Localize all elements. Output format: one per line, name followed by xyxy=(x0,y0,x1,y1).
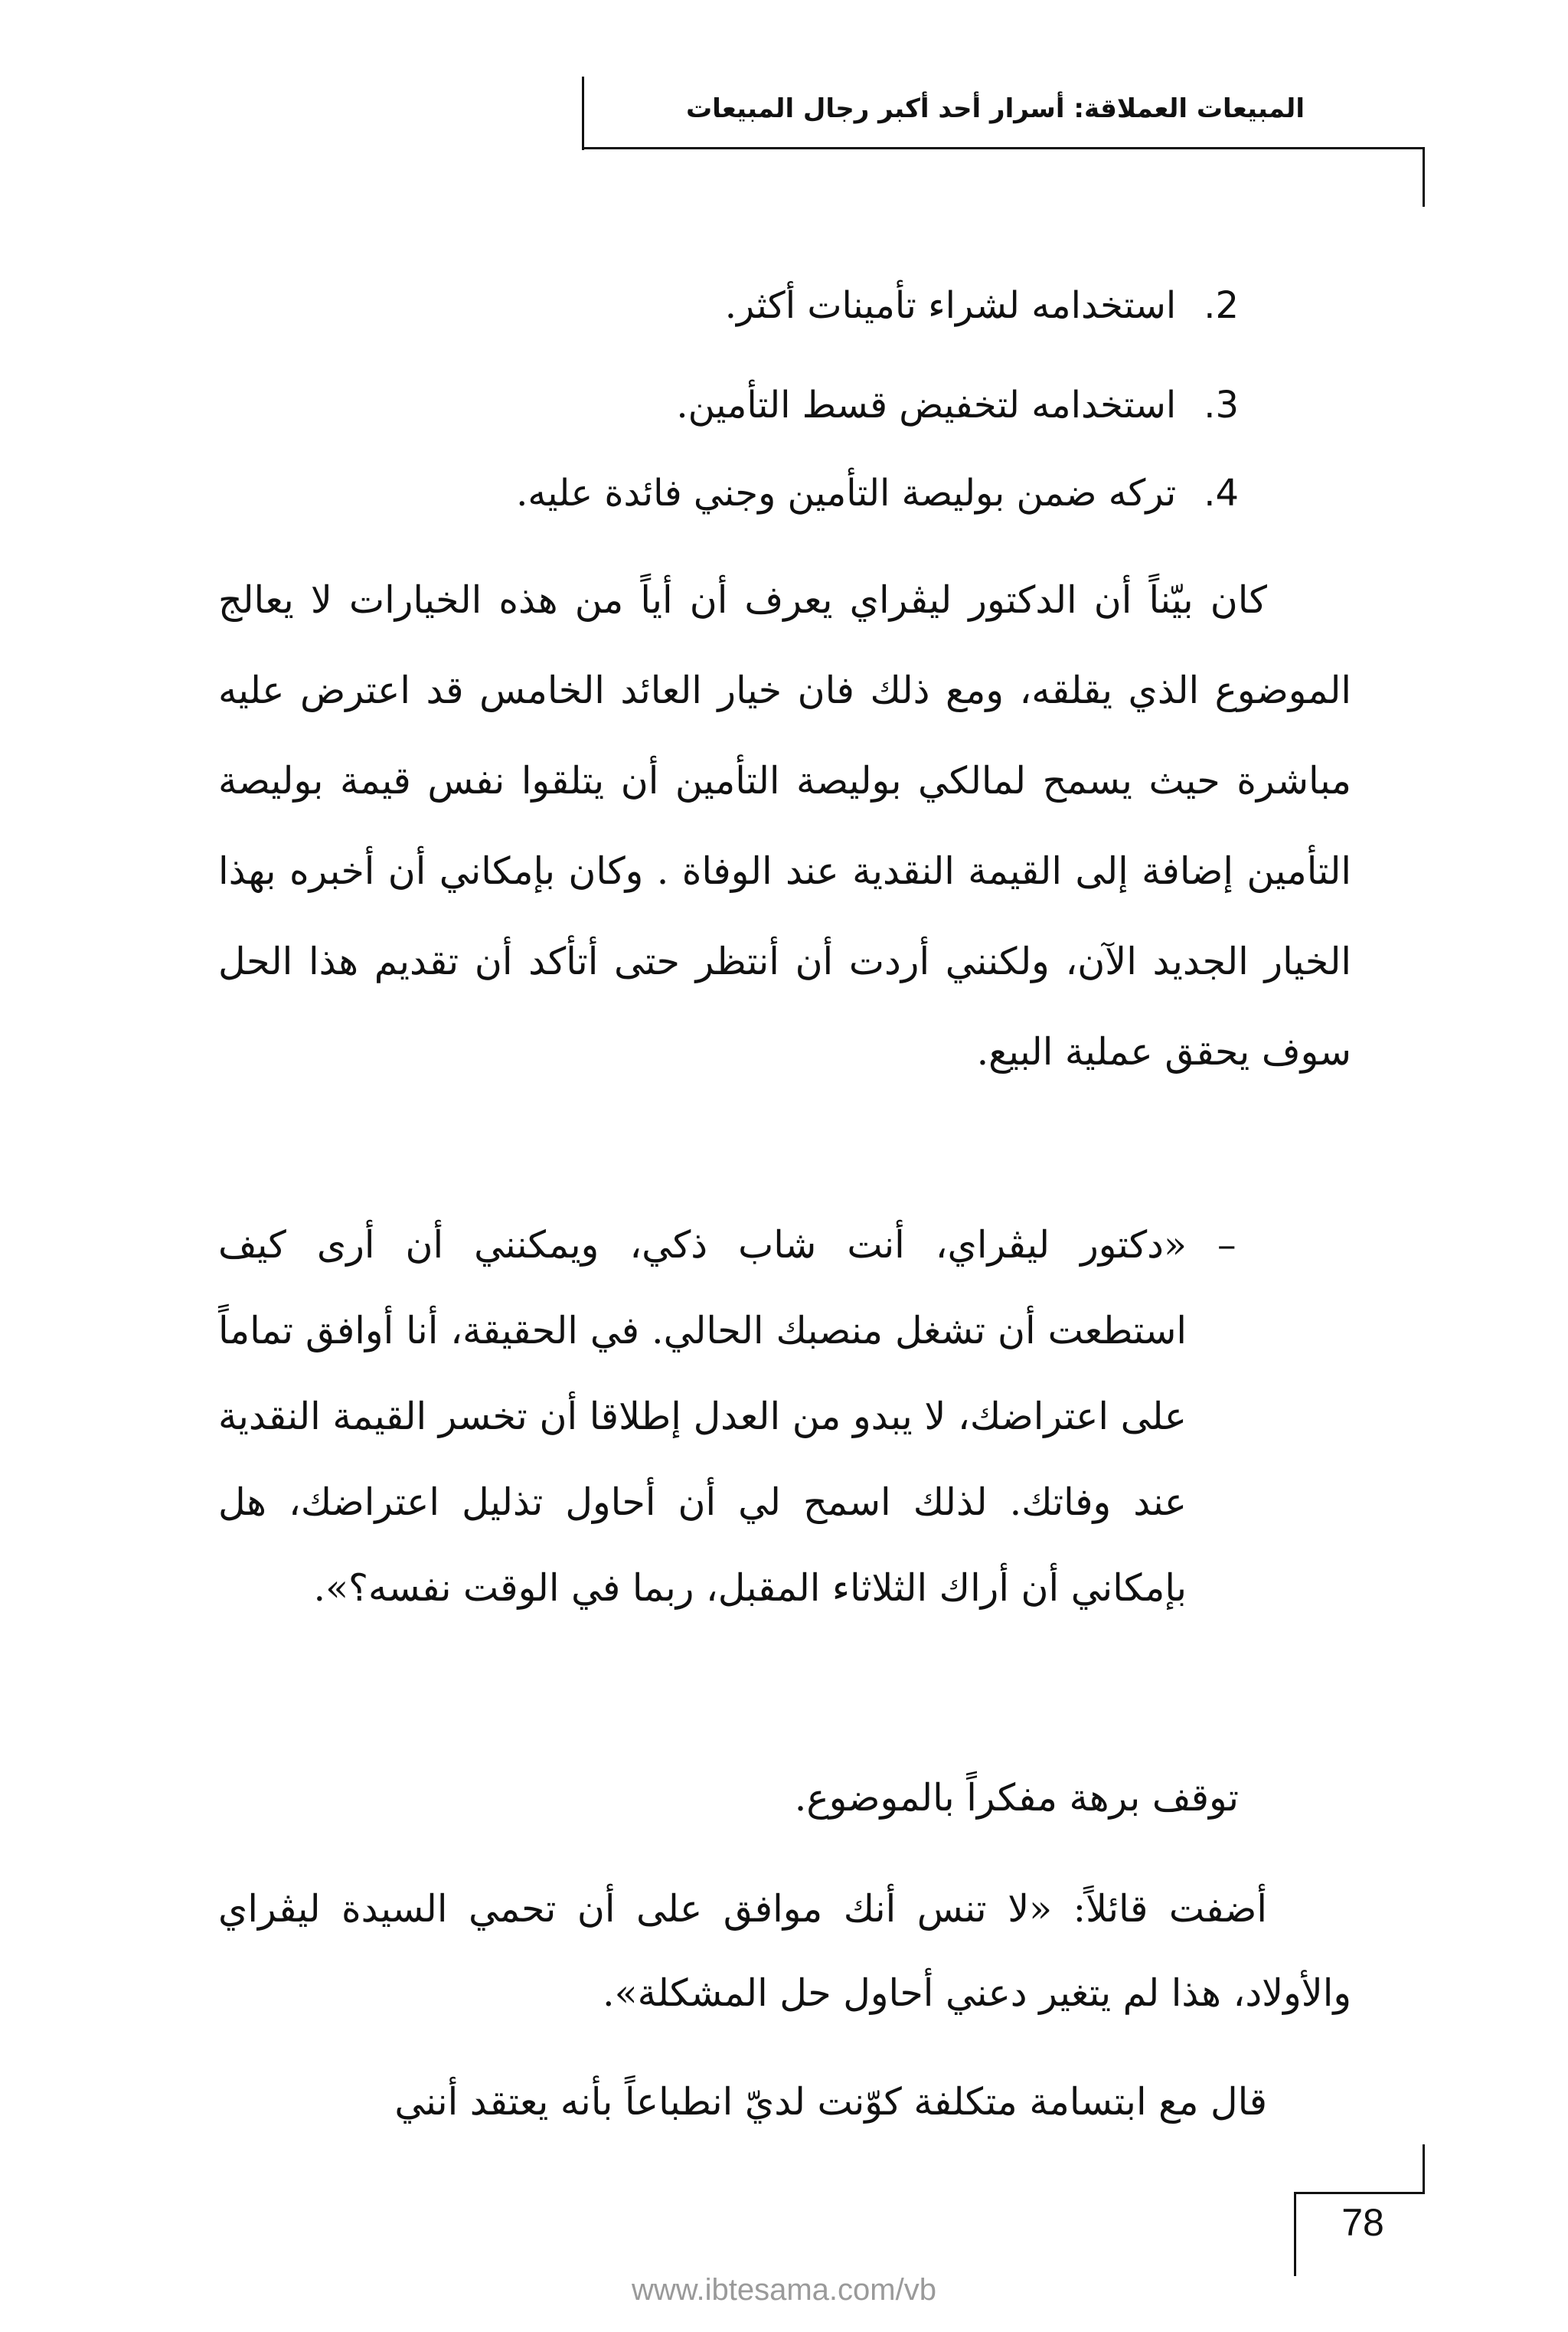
page-number: 78 xyxy=(1341,2201,1384,2244)
quote-paragraph: «دكتور ليڤراي، أنت شاب ذكي، ويمكنني أن أرى كيف استطعت أن تشغل منصبك الحالي. في الحقيقة، أنا أوافق تماماً على اعتراضك، لا يبدو من العدل إطلاقا أن تخسر القيمة النقدية عند وفاتك. لذلك اسمح لي أن أحاول تذليل اعتراضك، هل بإمكاني أن أراك الثلاثاء المقبل، ربما في الوقت نفسه؟». xyxy=(218,1223,1187,1610)
running-header-title: المبيعات العملاقة: أسرار أحد أكبر رجال المبيعات xyxy=(686,93,1305,124)
page-number-rule-right xyxy=(1423,2144,1425,2194)
list-item-3: 3.استخدامه لتخفيض قسط التأمين. xyxy=(676,384,1239,427)
paragraph-added: أضفت قائلاً: «لا تنس أنك موافق على أن تحمي السيدة ليڤراي والأولاد، هذا لم يتغير دعني أحاول حل المشكلة». xyxy=(218,1887,1351,2015)
quote-dash: – xyxy=(1217,1223,1236,1267)
header-rule-left xyxy=(582,77,584,150)
paragraph-smile: قال مع ابتسامة متكلفة كوّنت لديّ انطباعاً بأنه يعتقد أنني xyxy=(394,2080,1267,2124)
list-item-2: 2.استخدامه لشراء تأمينات أكثر. xyxy=(724,284,1239,327)
watermark-url: www.ibtesama.com/vb xyxy=(632,2273,936,2307)
header-rule-right xyxy=(1423,147,1425,207)
list-item-4: 4.تركه ضمن بوليصة التأمين وجني فائدة عليه. xyxy=(516,472,1239,515)
paragraph-options: كان بيّناً أن الدكتور ليڤراي يعرف أن أياً من هذه الخيارات لا يعالج الموضوع الذي يقلقه، ومع ذلك فان خيار العائد الخامس قد اعترض عليه مباشرة حيث يسمح لمالكي بوليصة التأمين أن يتلقوا نفس قيمة بوليصة التأمين إضافة إلى القيمة النقدية عند الوفاة . وكان بإمكاني أن أخبره بهذا الخيار الجديد الآن، ولكنني أردت أن أنتظر حتى أتأكد أن تقديم هذا الحل سوف يحقق عملية البيع. xyxy=(218,578,1351,1074)
line-pause: توقف برهة مفكراً بالموضوع. xyxy=(794,1776,1239,1820)
page-number-rule-left xyxy=(1294,2192,1296,2276)
header-rule-bottom xyxy=(582,147,1424,149)
